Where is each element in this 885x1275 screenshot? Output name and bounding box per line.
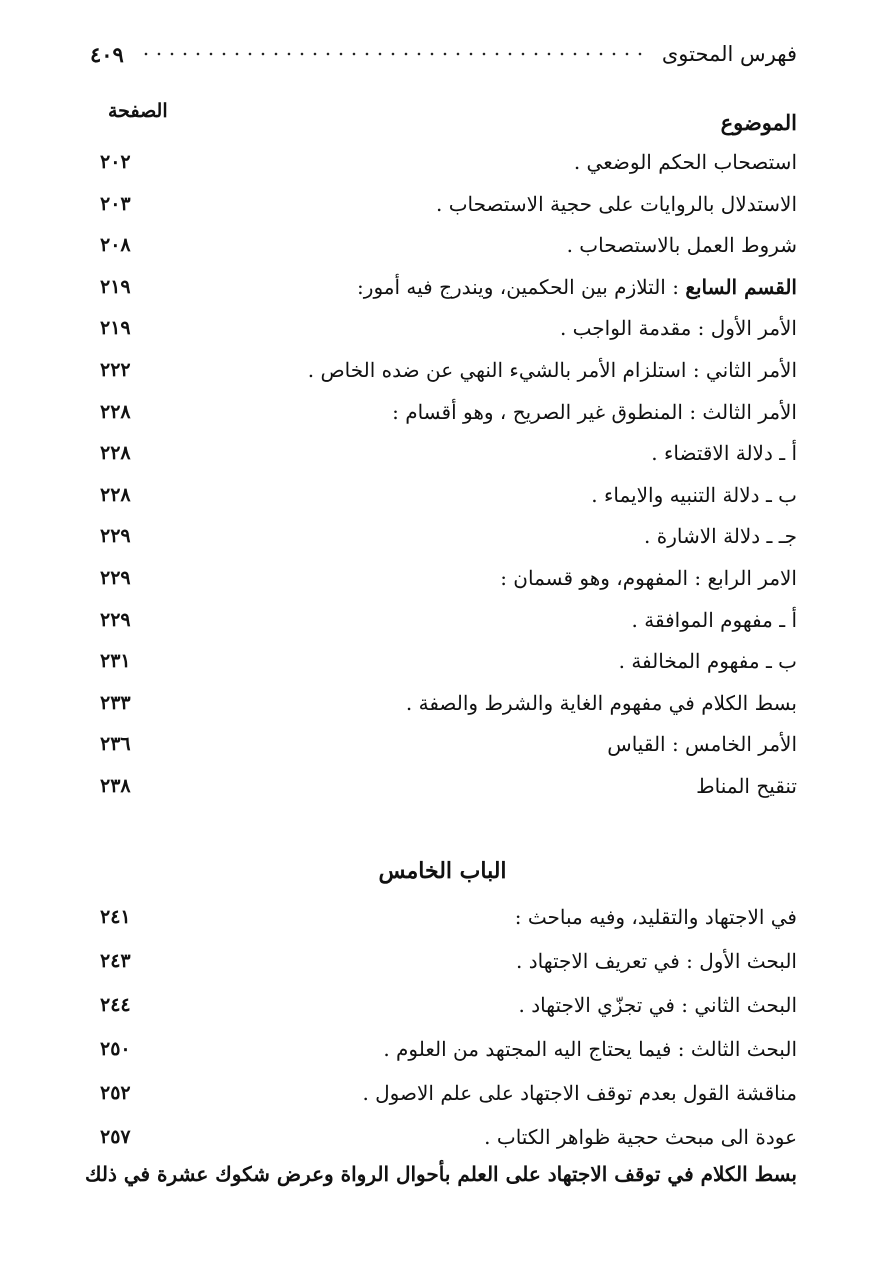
toc-entry-page: ٢٢٢ [100, 359, 131, 381]
toc-entry-title: أ ـ مفهوم الموافقة . [631, 607, 797, 632]
toc-entry-page: ٢٣٦ [100, 733, 131, 756]
toc-entry-page: ٢٤٤ [100, 994, 131, 1016]
toc-entry-bold-prefix: القسم السابع [685, 274, 797, 299]
toc-entry-title: أ ـ دلالة الاقتضاء . [651, 441, 797, 466]
toc-entry-title: الأمر الثاني : استلزام الأمر بالشيء النهي عن ضده الخاص . [307, 358, 797, 382]
toc-entry [100, 1116, 797, 1158]
column-heading-page: الصفحة [108, 100, 168, 122]
toc-entry [100, 266, 797, 308]
toc-entry-title: الأمر الخامس : القياس [607, 732, 797, 757]
toc-entry-page: ٢٠٣ [100, 192, 131, 215]
toc-entry-title: البحث الثاني : في تجزّي الاجتهاد . [518, 993, 797, 1017]
toc-entry-page: ٢٤٣ [100, 950, 131, 972]
toc-entry-page: ٢٢٨ [100, 483, 131, 506]
toc-entry-title: مناقشة القول بعدم توقف الاجتهاد على علم الاصول . [362, 1081, 797, 1105]
toc-entry-title: البحث الأول : في تعريف الاجتهاد . [516, 949, 797, 973]
toc-entry-title: الأمر الثالث : المنطوق غير الصريح ، وهو أقسام : [392, 399, 797, 424]
toc-entry [100, 640, 797, 682]
toc-entry-page: ٢٢٨ [100, 400, 131, 423]
toc-entry-title: عودة الى مبحث حجية ظواهر الكتاب . [484, 1125, 797, 1149]
dot-leader [138, 51, 648, 57]
toc-entry-page: ٢٢٩ [100, 525, 131, 548]
toc-entry [100, 391, 797, 433]
toc-entry-page: ٢٣١ [100, 650, 131, 673]
toc-entry [100, 599, 797, 641]
toc-entry-title: الأمر الأول : مقدمة الواجب . [559, 316, 797, 341]
chapter-heading: الباب الخامس [378, 858, 507, 884]
toc-entry [100, 940, 797, 982]
toc-entry-title [357, 275, 797, 299]
toc-entry [100, 141, 797, 183]
toc-entry-page: ٢٠٢ [100, 151, 131, 173]
header-page-number: ٤٠٩ [90, 41, 124, 67]
header-title: فهرس المحتوى [661, 42, 797, 66]
toc-entry [100, 896, 797, 938]
toc-entry-title: الامر الرابع : المفهوم، وهو قسمان : [500, 566, 797, 590]
toc-entry-page: ٢٠٨ [100, 234, 131, 257]
toc-entry [100, 432, 797, 474]
toc-entry-title: الاستدلال بالروايات على حجية الاستصحاب . [435, 191, 797, 216]
toc-entry [100, 224, 797, 266]
toc-entry [100, 682, 797, 724]
toc-entry [100, 474, 797, 516]
toc-entry [100, 349, 797, 391]
toc-entry-page: ٢٣٣ [100, 691, 131, 714]
toc-entry [100, 765, 797, 807]
toc-entry-continued: بسط الكلام في توقف الاجتهاد على العلم بأحوال الرواة وعرض شكوك عشرة في ذلك [85, 1162, 797, 1186]
toc-entry-title: بسط الكلام في مفهوم الغاية والشرط والصفة . [405, 690, 797, 715]
toc-entry [100, 1072, 797, 1114]
toc-entry-page: ٢٣٨ [100, 775, 131, 797]
toc-entry-page: ٢٤١ [100, 906, 131, 928]
toc-entry-title: جـ ـ دلالة الاشارة . [644, 524, 797, 549]
toc-entry-title: تنقيح المناط [696, 774, 797, 798]
toc-entry-page: ٢٢٨ [100, 442, 131, 465]
toc-entry [100, 307, 797, 349]
toc-entry-title: في الاجتهاد والتقليد، وفيه مباحث : [514, 905, 797, 929]
toc-entry-title: البحث الثالث : فيما يحتاج اليه المجتهد من العلوم . [383, 1037, 797, 1061]
running-header [90, 34, 797, 74]
toc-entry-page: ٢٥٢ [100, 1082, 131, 1104]
toc-entry-title: استصحاب الحكم الوضعي . [573, 150, 797, 174]
column-heading-topic: الموضوع [720, 110, 797, 135]
toc-entry-page: ٢٥٧ [100, 1126, 131, 1148]
toc-entry [100, 984, 797, 1026]
toc-entry-page: ٢٢٩ [100, 567, 131, 589]
toc-entry-page: ٢٢٩ [100, 608, 131, 631]
toc-entry [100, 723, 797, 765]
toc-entry-title: شروط العمل بالاستصحاب . [566, 233, 797, 258]
toc-entry [100, 557, 797, 599]
toc-entry-text: : التلازم بين الحكمين، ويندرج فيه أمور: [357, 274, 686, 299]
toc-entry-page: ٢١٩ [100, 275, 131, 298]
toc-entry-page: ٢٥٠ [100, 1038, 131, 1060]
toc-entry [100, 515, 797, 557]
toc-entry-page: ٢١٩ [100, 317, 131, 340]
toc-entry [100, 1028, 797, 1070]
toc-entry [100, 183, 797, 225]
toc-entry-title: ب ـ دلالة التنبيه والايماء . [591, 482, 797, 507]
toc-entry-title: ب ـ مفهوم المخالفة . [618, 649, 797, 674]
